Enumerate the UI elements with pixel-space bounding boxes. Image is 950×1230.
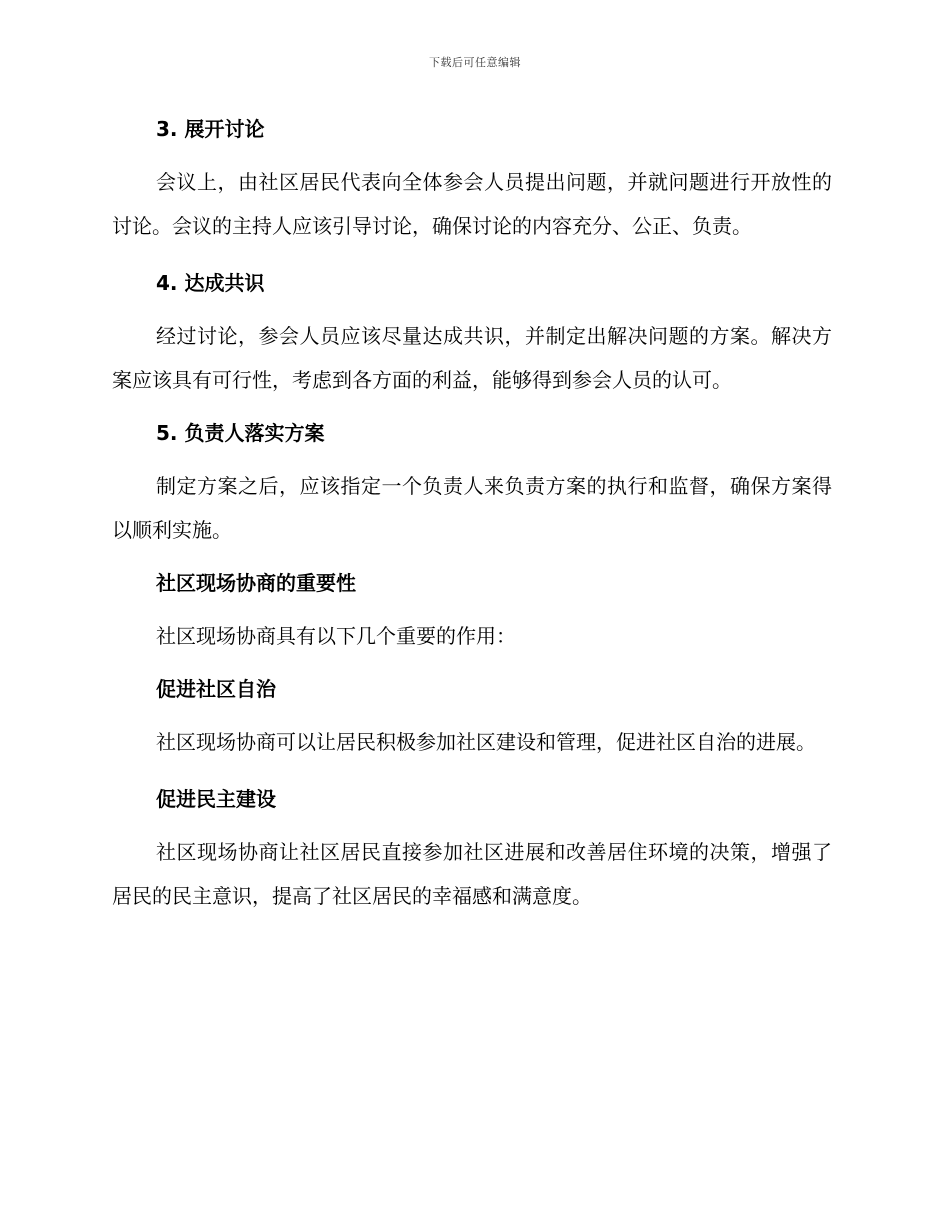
autonomy-title: 促进社区自治	[156, 677, 276, 701]
section-3-body: 会议上，由社区居民代表向全体参会人员提出问题，并就问题进行开放性的讨论。会议的主持人应该引导讨论，确保讨论的内容充分、公正、负责。	[112, 170, 832, 238]
section-4-title: 4. 达成共识	[156, 271, 265, 295]
democracy-title: 促进民主建设	[156, 787, 276, 811]
importance-title: 社区现场协商的重要性	[156, 571, 356, 595]
autonomy-body: 社区现场协商可以让居民积极参加社区建设和管理，促进社区自治的进展。	[156, 730, 816, 754]
section-3-title: 3. 展开讨论	[156, 117, 265, 141]
page-header: 下载后可任意编辑	[429, 56, 521, 69]
section-5-body: 制定方案之后，应该指定一个负责人来负责方案的执行和监督，确保方案得以顺利实施。	[112, 474, 832, 542]
section-5-title: 5. 负责人落实方案	[156, 421, 325, 445]
section-4-body: 经过讨论，参会人员应该尽量达成共识，并制定出解决问题的方案。解决方案应该具有可行性，考虑到各方面的利益，能够得到参会人员的认可。	[112, 324, 832, 392]
democracy-body: 社区现场协商让社区居民直接参加社区进展和改善居住环境的决策，增强了居民的民主意识，提高了社区居民的幸福感和满意度。	[112, 840, 832, 908]
importance-body: 社区现场协商具有以下几个重要的作用：	[156, 624, 516, 648]
document-body	[112, 112, 832, 918]
